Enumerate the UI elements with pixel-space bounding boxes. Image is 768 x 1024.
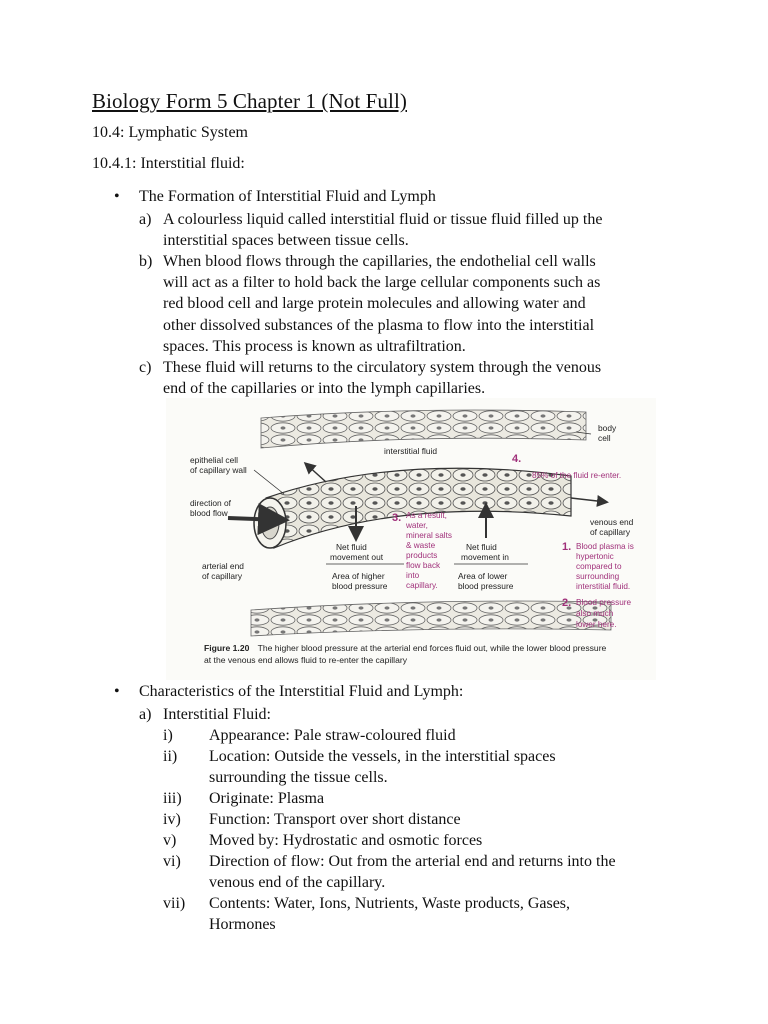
capillary-figure: [166, 398, 656, 680]
label-net-out: Net fluid: [336, 542, 367, 552]
svg-text:of capillary: of capillary: [202, 571, 243, 581]
svg-text:mineral salts: mineral salts: [406, 531, 452, 540]
label-net-in: Net fluid: [466, 542, 497, 552]
svg-text:blood flow: blood flow: [190, 508, 228, 518]
item-line: A colourless liquid called interstitial fluid or tissue fluid filled up the: [163, 211, 603, 228]
item-line: other dissolved substances of the plasma to flow into the interstitial: [163, 316, 595, 334]
svg-text:blood pressure: blood pressure: [332, 581, 388, 591]
svg-text:blood pressure: blood pressure: [458, 581, 514, 591]
item-label: c): [139, 359, 152, 376]
svg-text:into: into: [406, 571, 420, 580]
label-interstitial-fluid: interstitial fluid: [384, 446, 438, 456]
annotation-1-text: Blood plasma is: [576, 542, 634, 551]
item-line: These fluid will returns to the circulatory system through the venous: [163, 359, 602, 376]
label-venous-end: venous end: [590, 517, 634, 527]
item-line: interstitial spaces between tissue cells.: [163, 232, 409, 250]
tissue-cells-bottom: [251, 601, 611, 636]
label-arterial-end: arterial end: [202, 561, 244, 571]
svg-text:of capillary: of capillary: [590, 527, 631, 537]
svg-text:& waste: & waste: [406, 541, 436, 550]
document-page: Biology Form 5 Chapter 1 (Not Full) 10.4: Lymphatic System 10.4.1: Interstitial fluid: • The Formation of Interstitial Fluid and Lymph a) A colourless liquid called interstitial fluid or tissue fluid filled up the interstitial spaces between tissue cells. b) When blood flows through the capillaries, the endothelial cell walls will act as a filter to hold back the large cellular components such as red blood cell and large protein molecules and allowing water and other dissolved substances of the plasma to flow into the interstitial spaces. This process is known as ultrafiltration. c) These fluid will returns to the circulatory system through the venous end of the capillaries or into the lymph capillaries. body cell epithelial cell of capillary wall interstitial fluid direction of blood flow arterial end of capillary Net fluid movement out Area of higher blood pressure Net fluid movement in Area of lower blood pressure venous end of capillary 4. 85% of the fluid re-enter. 3. As a result, water, mineral salts & waste products flow back into capillary. 1. Blood plasma is hypertonic compared to surrounding interstitial fluid. 2. Blood pressure also much lower here. Figure 1.20 The higher blood pressure at the arterial end forces fluid out, while the lower blood pressure at the venous end allows fluid to re-enter the capillary • Characteristics of the Interstitial Fluid and Lymph: a) Interstitial Fluid: i) Appearance: Pale straw-coloured fluid ii) Location: Outside the vessels, in the interstitial spaces surrounding the tissue cells. iii) Originate: Plasma iv) Function: Transport over short distance v) Moved by: Hydrostatic and osmotic forces vi) Direction of flow: Out from the arterial end and returns into the venous end of the capillary. vii) Contents: Water, Ions, Nutrients, Waste products, Gases, Hormones: [0, 0, 768, 1024]
svg-text:movement out: movement out: [330, 552, 384, 562]
svg-text:compared to: compared to: [576, 562, 622, 571]
svg-text:flow back: flow back: [406, 561, 441, 570]
annotation-4-text: 85% of the fluid re-enter.: [532, 471, 622, 480]
svg-text:hypertonic: hypertonic: [576, 552, 614, 561]
figure-caption-line-2: at the venous end allows fluid to re-enter the capillary: [204, 655, 408, 665]
item-label: a): [139, 706, 152, 723]
figure-caption-line-1: Figure 1.20 The higher blood pressure at the arterial end forces fluid out, while the lower blood pressure: [204, 643, 607, 653]
sub-heading: Interstitial Fluid:: [163, 706, 271, 723]
blood-flow-arrow: [228, 518, 282, 520]
item-line: red blood cell and large protein molecules and allowing water and: [163, 295, 586, 313]
svg-text:also much: also much: [576, 609, 614, 618]
svg-text:water,: water,: [406, 521, 428, 530]
tissue-cells-top: [261, 410, 586, 448]
svg-text:surrounding: surrounding: [576, 572, 620, 581]
characteristics-heading: Characteristics of the Interstitial Fluid and Lymph:: [139, 683, 464, 700]
formation-heading: The Formation of Interstitial Fluid and Lymph: [139, 188, 436, 205]
item-line: spaces. This process is known as ultrafiltration.: [163, 337, 466, 355]
item-line: When blood flows through the capillaries, the endothelial cell walls: [163, 253, 596, 270]
svg-text:products: products: [406, 551, 438, 560]
label-area-higher: Area of higher: [332, 571, 385, 581]
label-body-cell: body: [598, 423, 617, 433]
item-label: a): [139, 211, 152, 228]
label-direction: direction of: [190, 498, 231, 508]
svg-text:cell: cell: [598, 433, 611, 443]
figure-caption-label: Figure 1.20: [204, 643, 250, 653]
section-heading: 10.4: Lymphatic System: [92, 124, 248, 141]
subsection-heading: 10.4.1: Interstitial fluid:: [92, 155, 245, 172]
annotation-3-number: 3.: [392, 512, 402, 524]
document-title: Biology Form 5 Chapter 1 (Not Full): [92, 89, 407, 113]
bullet-icon: •: [114, 188, 120, 205]
svg-text:lower here.: lower here.: [576, 620, 617, 629]
capillary-diagram: [166, 398, 656, 680]
annotation-4-number: 4.: [512, 453, 522, 465]
svg-text:of capillary wall: of capillary wall: [190, 465, 247, 475]
label-epithelial: epithelial cell: [190, 455, 238, 465]
label-area-lower: Area of lower: [458, 571, 508, 581]
annotation-2-number: 2.: [562, 597, 572, 609]
item-label: b): [139, 253, 153, 270]
svg-text:interstitial fluid.: interstitial fluid.: [576, 582, 631, 591]
svg-text:movement in: movement in: [461, 552, 509, 562]
annotation-2-text: Blood pressure: [576, 598, 632, 607]
item-line: end of the capillaries or into the lymph capillaries.: [163, 380, 486, 398]
item-line: will act as a filter to hold back the large cellular components such as: [163, 274, 601, 292]
annotation-1-number: 1.: [562, 541, 572, 553]
annotation-3-text: As a result,: [406, 511, 447, 520]
bullet-icon: •: [114, 683, 120, 700]
svg-text:capillary.: capillary.: [406, 581, 438, 590]
